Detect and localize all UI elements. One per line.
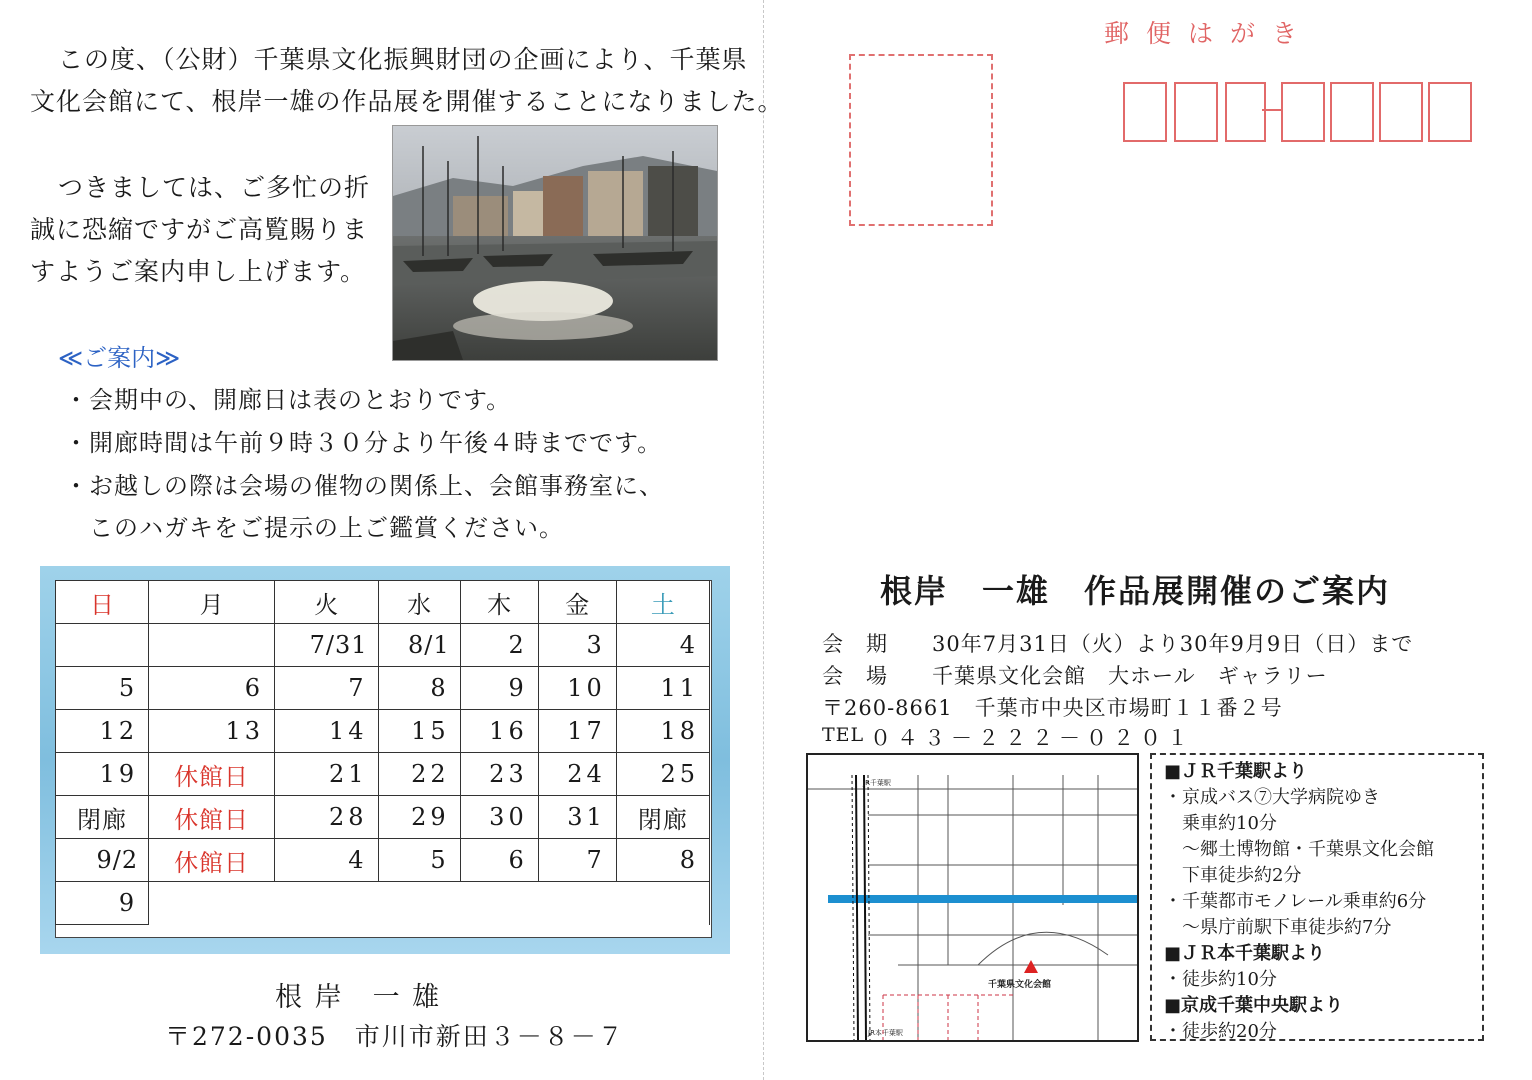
zip-box xyxy=(1428,82,1472,142)
museum-closed-cell: 休館日 xyxy=(149,839,275,882)
map-label-jr-hon-chiba: JR本千葉駅 xyxy=(868,1029,903,1037)
zip-box xyxy=(1225,82,1266,142)
exhibition-calendar xyxy=(55,580,710,925)
day-header-sat: 土 xyxy=(616,581,709,624)
calendar-cell: 8/1 xyxy=(378,624,460,667)
access-directions xyxy=(1150,753,1484,1041)
postcard-title: 郵便はがき xyxy=(1104,19,1315,48)
calendar-cell xyxy=(56,624,149,667)
calendar-week-4 xyxy=(56,753,710,796)
venue-value: 千葉県文化会館 大ホール ギャラリー xyxy=(932,664,1328,688)
calendar-cell: 25 xyxy=(616,753,709,796)
calendar-cell: 4 xyxy=(275,839,378,882)
access-map xyxy=(806,753,1139,1042)
calendar-cell: 8 xyxy=(616,839,709,882)
day-header-thu: 木 xyxy=(460,581,538,624)
calendar-week-1 xyxy=(56,624,710,667)
access-line: ・徒歩約10分 xyxy=(1164,969,1277,990)
access-line: ・京成バス⑦大学病院ゆき xyxy=(1164,787,1380,808)
guide-bullet-3: ・お越しの際は会場の催物の関係上、会館事務室に、 xyxy=(64,472,664,500)
guide-bullet-4: このハガキをご提示の上ご鑑賞ください。 xyxy=(64,514,564,542)
calendar-cell: 30 xyxy=(460,796,538,839)
calendar-cell: 5 xyxy=(378,839,460,882)
fold-line xyxy=(763,0,764,1080)
calendar-cell: 2 xyxy=(460,624,538,667)
request-line-3: すようご案内申し上げます。 xyxy=(30,257,367,286)
calendar-empty-span xyxy=(149,882,710,925)
calendar-cell: 23 xyxy=(460,753,538,796)
calendar-cell: 19 xyxy=(56,753,149,796)
sender-address: 〒272-0035 市川市新田３－８－７ xyxy=(165,1022,625,1051)
calendar-cell: 6 xyxy=(460,839,538,882)
access-line: ・千葉都市モノレール乗車約6分 xyxy=(1164,891,1427,912)
calendar-cell: 7 xyxy=(275,667,378,710)
calendar-week-3 xyxy=(56,710,710,753)
access-line: 乗車約10分 xyxy=(1164,813,1277,834)
gallery-closed-cell: 閉廊 xyxy=(616,796,709,839)
request-line-1: つきましては、ご多忙の折 xyxy=(58,173,371,202)
museum-closed-cell: 休館日 xyxy=(149,796,275,839)
calendar-cell: 3 xyxy=(538,624,616,667)
tel-label: TEL xyxy=(822,724,865,746)
calendar-cell: 17 xyxy=(538,710,616,753)
event-title: 根岸 一雄 作品展開催のご案内 xyxy=(880,572,1391,610)
sender-name: 根 岸 一 雄 xyxy=(275,982,442,1013)
calendar-week-2 xyxy=(56,667,710,710)
calendar-cell: 29 xyxy=(378,796,460,839)
calendar-cell: 9 xyxy=(460,667,538,710)
zip-separator xyxy=(1262,109,1282,111)
day-header-tue: 火 xyxy=(275,581,378,624)
calendar-cell: 22 xyxy=(378,753,460,796)
stamp-area xyxy=(849,54,993,226)
calendar-cell: 9/2 xyxy=(56,839,149,882)
access-line: ～郷土博物館・千葉県文化会館 xyxy=(1164,839,1434,860)
calendar-cell: 13 xyxy=(149,710,275,753)
zip-box xyxy=(1174,82,1218,142)
calendar-cell: 28 xyxy=(275,796,378,839)
guide-bullet-1: ・会期中の、開廊日は表のとおりです。 xyxy=(64,386,512,414)
guide-bullet-2: ・開廊時間は午前９時３０分より午後４時までです。 xyxy=(64,429,663,457)
calendar-cell: 9 xyxy=(56,882,149,925)
map-label-jr-chiba: JR千葉駅 xyxy=(863,779,891,787)
zip-box xyxy=(1281,82,1325,142)
harbor-painting xyxy=(392,125,718,361)
period-value: 30年7月31日（火）より30年9月9日（日）まで xyxy=(932,632,1414,656)
access-heading-jr-hon-chiba: ■ＪＲ本千葉駅より xyxy=(1164,943,1326,964)
calendar-cell: 6 xyxy=(149,667,275,710)
day-header-wed: 水 xyxy=(378,581,460,624)
intro-line-1: この度、（公財）千葉県文化振興財団の企画により、千葉県 xyxy=(58,45,748,74)
zip-box xyxy=(1330,82,1374,142)
calendar-header-row xyxy=(56,581,710,624)
calendar-cell: 11 xyxy=(616,667,709,710)
venue-address: 〒260-8661 千葉市中央区市場町１１番２号 xyxy=(822,696,1283,720)
calendar-cell: 24 xyxy=(538,753,616,796)
period-label: 会 期 xyxy=(822,632,888,656)
access-heading-jr-chiba: ■ＪＲ千葉駅より xyxy=(1164,761,1308,782)
map-label-venue: 千葉県文化会館 xyxy=(988,980,1052,990)
calendar-cell: 7 xyxy=(538,839,616,882)
zip-box xyxy=(1379,82,1423,142)
guide-title: ≪ご案内≫ xyxy=(58,344,181,372)
intro-line-2: 文化会館にて、根岸一雄の作品展を開催することになりました。 xyxy=(30,87,784,116)
access-line: 下車徒歩約2分 xyxy=(1164,865,1302,886)
calendar-cell: 31 xyxy=(538,796,616,839)
calendar-week-6 xyxy=(56,839,710,882)
access-heading-keisei-chiba-chuo: ■京成千葉中央駅より xyxy=(1164,995,1344,1016)
calendar-cell: 7/31 xyxy=(275,624,378,667)
calendar-cell: 18 xyxy=(616,710,709,753)
zip-box xyxy=(1123,82,1167,142)
calendar-cell: 16 xyxy=(460,710,538,753)
day-header-fri: 金 xyxy=(538,581,616,624)
access-line: ～県庁前駅下車徒歩約7分 xyxy=(1164,917,1392,938)
day-header-sun: 日 xyxy=(56,581,149,624)
tel-value: ０４３－２２２－０２０１ xyxy=(870,726,1194,750)
calendar-cell xyxy=(149,624,275,667)
request-line-2: 誠に恐縮ですがご高覧賜りま xyxy=(30,215,369,244)
day-header-mon: 月 xyxy=(149,581,275,624)
calendar-cell: 12 xyxy=(56,710,149,753)
calendar-cell: 8 xyxy=(378,667,460,710)
calendar-cell: 14 xyxy=(275,710,378,753)
calendar-cell: 21 xyxy=(275,753,378,796)
calendar-cell: 10 xyxy=(538,667,616,710)
museum-closed-cell: 休館日 xyxy=(149,753,275,796)
calendar-week-7 xyxy=(56,882,710,925)
calendar-cell: 5 xyxy=(56,667,149,710)
calendar-week-5 xyxy=(56,796,710,839)
calendar-cell: 15 xyxy=(378,710,460,753)
gallery-closed-cell: 閉廊 xyxy=(56,796,149,839)
venue-label: 会 場 xyxy=(822,664,888,688)
access-line: ・徒歩約20分 xyxy=(1164,1021,1277,1042)
calendar-cell: 4 xyxy=(616,624,709,667)
